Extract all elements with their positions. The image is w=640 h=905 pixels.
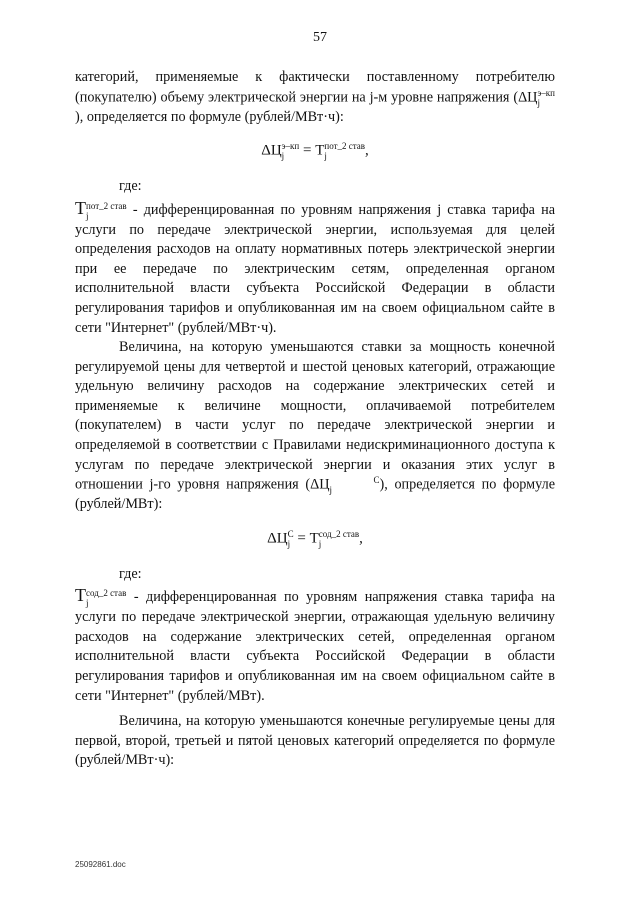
definition-1 — [75, 199, 555, 338]
definition-1-indices — [86, 201, 127, 221]
definition-2-text: - дифференцированная по уровням напряжения ставка тарифа на услуги по передаче электрической энергии, отражающая удельную величину расходов на содержание электрических сетей, определенная органом исполнительной власти субъекта Российской Федерации в области регулирования тарифов и опубликованная им на своем официальном сайте в сети "Интернет" (рублей/МВт). — [75, 589, 555, 704]
paragraph-capacity-end: ), определяется по формуле (рублей/МВт): — [75, 476, 555, 513]
formula-1-rhs-sub: j — [324, 151, 327, 162]
where-label-2: где: — [119, 565, 142, 582]
formula-2-equals: = — [293, 530, 310, 547]
formula-2-lhs-sup: С — [287, 528, 294, 539]
formula-2-rhs: T — [309, 530, 319, 547]
body-text — [75, 68, 555, 771]
formula-2-lhs-sub: j — [287, 538, 291, 549]
formula-1-lhs-sub: j — [281, 151, 285, 162]
delta-c-c-symbol: ΔЦ — [310, 476, 330, 493]
delta-c-c-sup: С — [373, 475, 380, 486]
paragraph-capacity — [75, 338, 555, 515]
paragraph-intro — [75, 68, 555, 127]
page-number: 57 — [313, 30, 327, 45]
definition-2 — [75, 586, 555, 706]
paragraph-intro-end: ), определяется по формуле (рублей/МВт·ч): — [75, 108, 344, 125]
definition-2-sub: j — [86, 598, 89, 609]
paragraph-final: Величина, на которую уменьшаются конечные регулируемые цены для первой, второй, третьей и пятой ценовых категорий определяется по формуле (рублей/МВт·ч): — [75, 713, 555, 769]
formula-1 — [75, 141, 555, 161]
definition-2-indices — [86, 588, 126, 608]
formula-2-rhs-indices — [319, 529, 359, 549]
where-label-1: где: — [119, 178, 142, 195]
definition-1-sub: j — [86, 210, 89, 221]
delta-c-c-sub: j — [329, 485, 332, 496]
definition-1-text: - дифференцированная по уровням напряжения j ставка тарифа на услуги по передаче электрической энергии, используемая для целей определения расходов на оплату нормативных потерь электрической энергии при ее передаче по электрическим сетям, определенная органом исполнительной власти субъекта Российской Федерации в области регулирования тарифов и опубликованная им на своем официальном сайте в сети "Интернет" (рублей/МВт·ч). — [75, 201, 555, 336]
formula-1-lhs-sup: э–кп — [281, 141, 300, 152]
formula-1-rhs: T — [315, 142, 325, 159]
paragraph-capacity-text: Величина, на которую уменьшаются ставки за мощность конечной регулируемой цены для четвертой и шестой ценовых категорий, отражающие удельную величину расходов на содержание электрических сетей и применяемые к величине мощности, оплачиваемой потребителем (покупателем) в части услуг по передаче электрической энергии и определяемой в соответствии с Правилами недискриминационного доступа к услугам по передаче электрической энергии и оказания этих услуг в отношении j-го уровня напряжения ( — [75, 339, 555, 493]
definition-1-sup: пот_2 став — [86, 200, 127, 211]
delta-c-ekp-sub: j — [537, 97, 540, 108]
formula-1-lhs-indices — [282, 141, 300, 161]
formula-2-lhs: ΔЦ — [267, 530, 288, 547]
delta-c-ekp-indices — [537, 88, 555, 108]
delta-c-ekp-sup: э–кп — [537, 87, 555, 98]
definition-2-sup: сод_2 став — [86, 588, 127, 599]
delta-c-c-indices — [329, 475, 379, 495]
formula-1-equals: = — [299, 142, 316, 159]
formula-1-rhs-indices — [324, 141, 365, 161]
formula-1-rhs-sup: пот_2 став — [324, 141, 366, 152]
delta-c-ekp-symbol: ΔЦ — [518, 88, 538, 105]
definition-2-symbol: T — [75, 585, 86, 606]
formula-2-rhs-sup: сод_2 став — [318, 528, 360, 539]
formula-2-rhs-sub: j — [318, 538, 322, 549]
formula-2-tail: , — [359, 530, 363, 547]
definition-1-symbol: T — [75, 197, 86, 218]
paragraph-intro-text: категорий, применяемые к фактически поставленному потребителю (покупателю) объему электрической энергии на j-м уровне напряжения ( — [75, 69, 555, 105]
formula-1-tail: , — [365, 142, 369, 159]
formula-2 — [75, 529, 555, 549]
footer-filename: 25092861.doc — [75, 860, 126, 869]
formula-1-lhs: ΔЦ — [261, 142, 282, 159]
